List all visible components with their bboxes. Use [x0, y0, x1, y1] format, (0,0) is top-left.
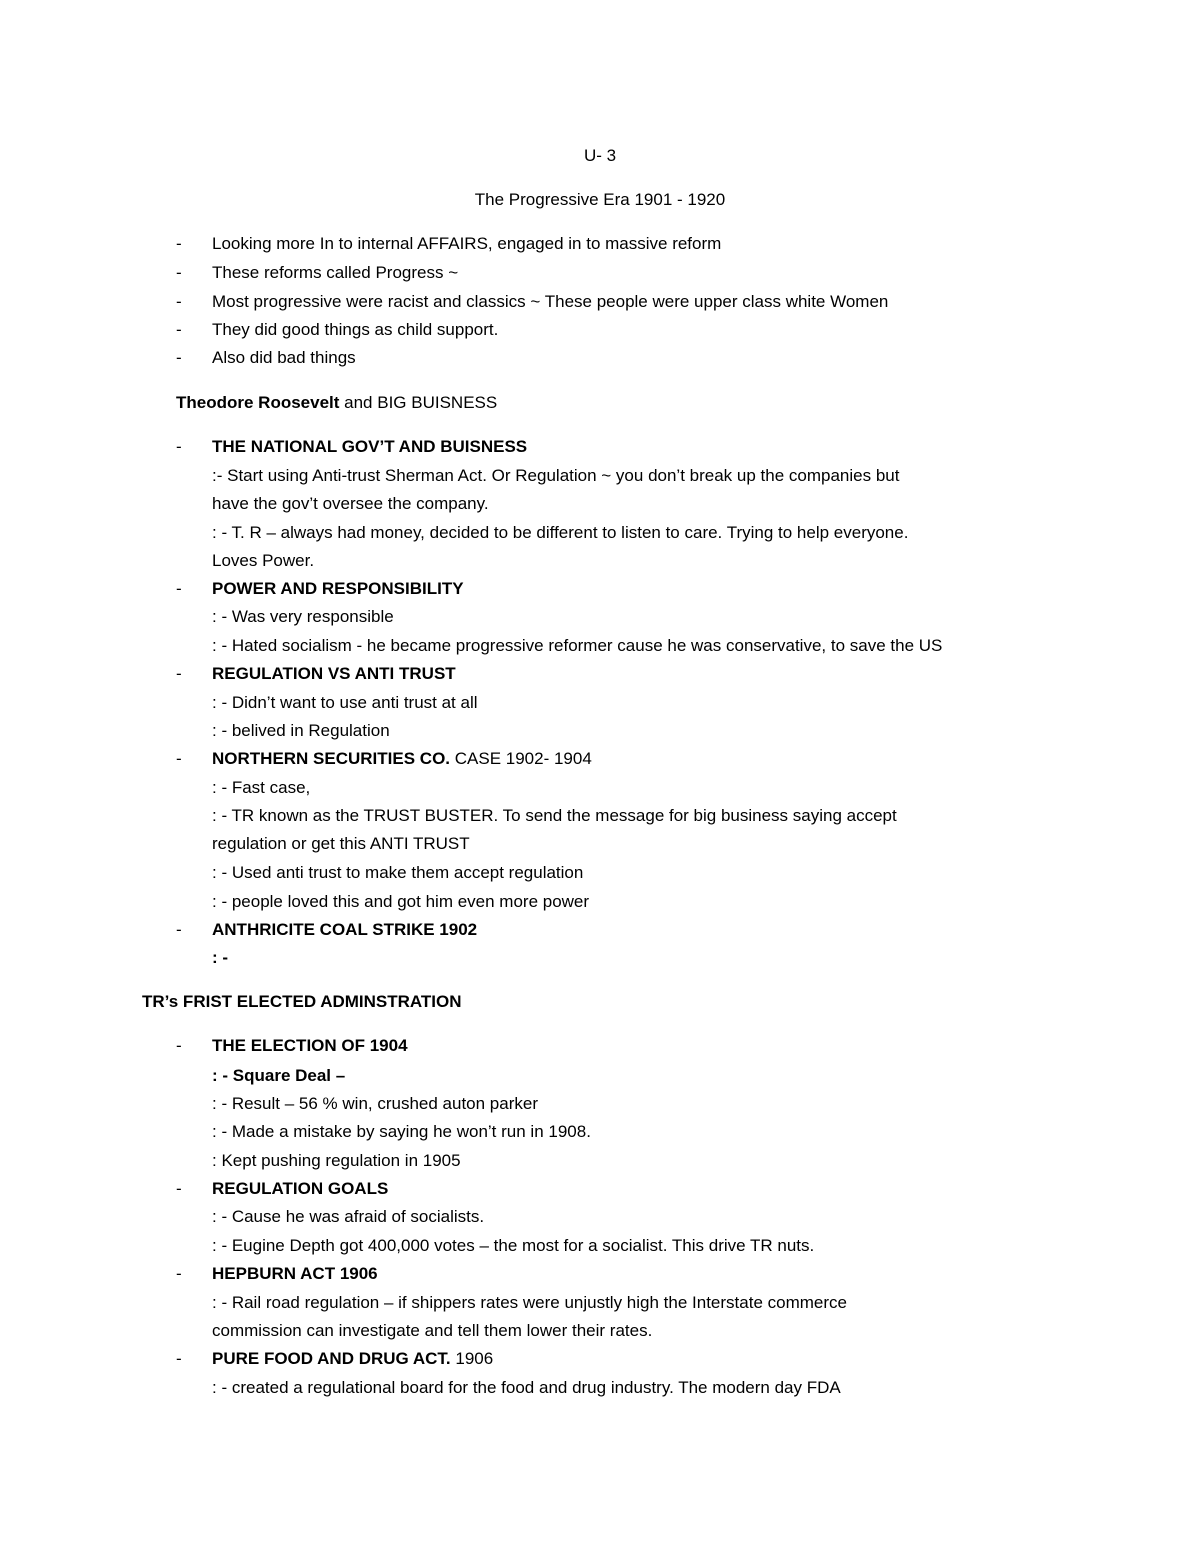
note-line: : - people loved this and got him even more power	[212, 892, 590, 911]
topic-title: REGULATION GOALS	[212, 1179, 389, 1198]
bullet-dash: -	[176, 437, 182, 456]
note-line: have the gov’t oversee the company.	[212, 494, 489, 513]
bullet-dash: -	[176, 263, 182, 282]
topic-title	[212, 1345, 493, 1373]
bullet-dash: -	[176, 664, 182, 683]
topic-title: HEPBURN ACT 1906	[212, 1264, 378, 1283]
bullet-dash: -	[176, 1349, 182, 1368]
bullet-dash: -	[176, 1179, 182, 1198]
bullet-dash: -	[176, 348, 182, 367]
note-line: : Kept pushing regulation in 1905	[212, 1151, 461, 1170]
topic-title-bold: PURE FOOD AND DRUG ACT.	[212, 1349, 451, 1368]
bullet-dash: -	[176, 579, 182, 598]
note-line: : - belived in Regulation	[212, 721, 390, 740]
section-heading-administration: TR’s FRIST ELECTED ADMINSTRATION	[142, 992, 462, 1011]
bullet-dash: -	[176, 292, 182, 311]
bullet-dash: -	[176, 234, 182, 253]
note-line: : - Made a mistake by saying he won’t run in 1908.	[212, 1122, 591, 1141]
intro-item: They did good things as child support.	[212, 320, 499, 339]
note-line: : - Was very responsible	[212, 607, 394, 626]
unit-label: U- 3	[583, 146, 617, 165]
note-line: : - TR known as the TRUST BUSTER. To send the message for big business saying accept	[212, 806, 897, 825]
note-line: Loves Power.	[212, 551, 315, 570]
section-heading-bold: Theodore Roosevelt	[176, 393, 340, 412]
bullet-dash: -	[176, 920, 182, 939]
note-line: :- Start using Anti-trust Sherman Act. Or Regulation ~ you don’t break up the companies but	[212, 466, 900, 485]
intro-item: Also did bad things	[212, 348, 356, 367]
note-line: regulation or get this ANTI TRUST	[212, 834, 470, 853]
topic-title	[212, 745, 592, 773]
note-line: : - Didn’t want to use anti trust at all	[212, 693, 478, 712]
intro-item: These reforms called Progress ~	[212, 263, 459, 282]
note-line: : - Used anti trust to make them accept regulation	[212, 863, 584, 882]
note-line: : - Eugine Depth got 400,000 votes – the most for a socialist. This drive TR nuts.	[212, 1236, 815, 1255]
bullet-dash: -	[176, 320, 182, 339]
intro-item: Most progressive were racist and classics ~ These people were upper class white Women	[212, 292, 889, 311]
topic-title: POWER AND RESPONSIBILITY	[212, 579, 464, 598]
note-line: : -	[212, 948, 229, 967]
note-line: : - Result – 56 % win, crushed auton parker	[212, 1094, 538, 1113]
bullet-dash: -	[176, 1264, 182, 1283]
note-line: : - Rail road regulation – if shippers rates were unjustly high the Interstate commerce	[212, 1293, 847, 1312]
note-line: : - Cause he was afraid of socialists.	[212, 1207, 485, 1226]
note-line: commission can investigate and tell them lower their rates.	[212, 1321, 653, 1340]
topic-title: THE ELECTION OF 1904	[212, 1036, 408, 1055]
topic-title: ANTHRICITE COAL STRIKE 1902	[212, 920, 478, 939]
section-heading-roosevelt	[176, 389, 497, 417]
topic-title: REGULATION VS ANTI TRUST	[212, 664, 456, 683]
note-line: : - Fast case,	[212, 778, 311, 797]
section-heading-rest: and BIG BUISNESS	[339, 393, 498, 412]
intro-item: Looking more In to internal AFFAIRS, engaged in to massive reform	[212, 234, 722, 253]
bullet-dash: -	[176, 1036, 182, 1055]
topic-title-rest: 1906	[450, 1349, 494, 1368]
document-title: The Progressive Era 1901 - 1920	[474, 190, 726, 209]
topic-title-rest: CASE 1902- 1904	[450, 749, 592, 768]
note-line: : - created a regulational board for the food and drug industry. The modern day FDA	[212, 1378, 841, 1397]
note-line: : - Hated socialism - he became progressive reformer cause he was conservative, to save the US	[212, 636, 943, 655]
topic-title-bold: NORTHERN SECURITIES CO.	[212, 749, 451, 768]
note-line: : - T. R – always had money, decided to be different to listen to care. Trying to help everyone.	[212, 523, 909, 542]
bullet-dash: -	[176, 749, 182, 768]
note-line: : - Square Deal –	[212, 1066, 346, 1085]
topic-title: THE NATIONAL GOV’T AND BUISNESS	[212, 437, 528, 456]
